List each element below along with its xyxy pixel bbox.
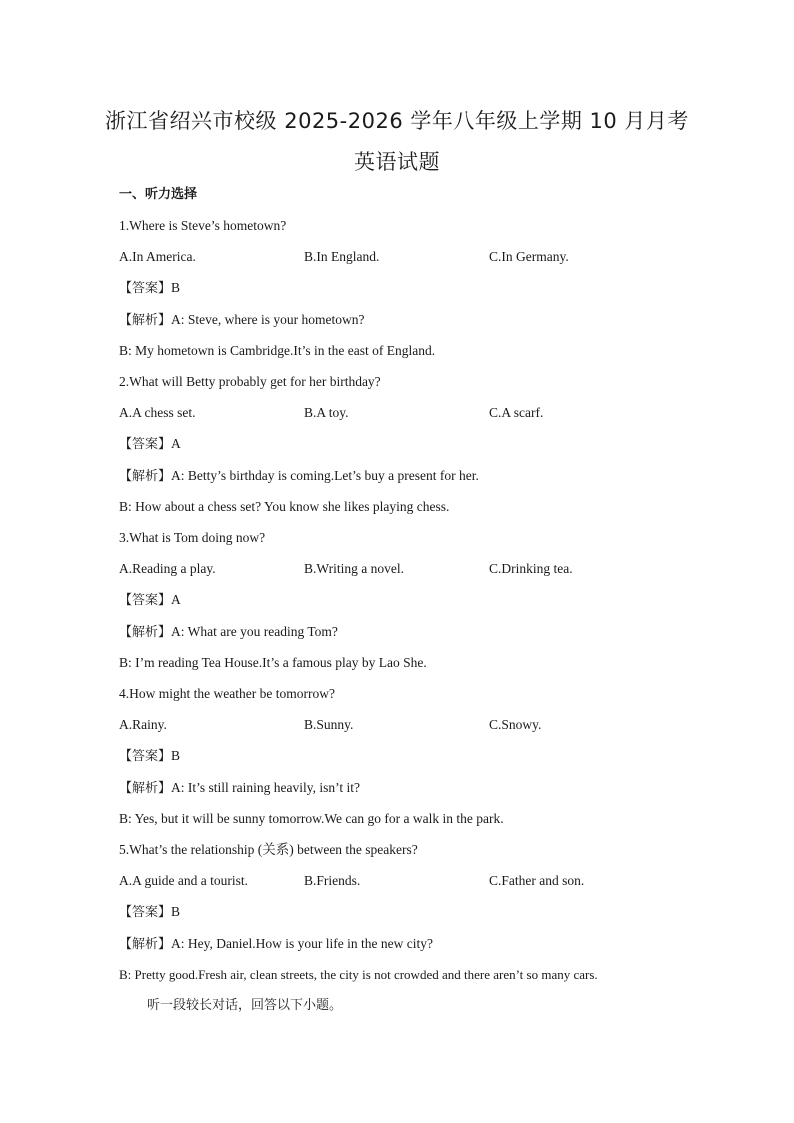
- analysis-line: A: Hey, Daniel.How is your life in the new city?: [171, 936, 433, 951]
- analysis-label: 【解析】: [119, 625, 172, 640]
- page-title: 浙江省绍兴市校级 2025-2026 学年八年级上学期 10 月月考: [105, 109, 689, 133]
- answer-value: B: [171, 904, 181, 919]
- question-2: 2.What will Betty probably get for her birthday?: [119, 374, 381, 389]
- analysis-label: 【解析】: [119, 781, 172, 796]
- analysis-label: 【解析】: [119, 469, 172, 484]
- analysis-label: 【解析】: [119, 937, 172, 952]
- q1-analysis: [119, 311, 364, 330]
- q1-option-a: A.In America.: [119, 249, 196, 264]
- q1-answer: [119, 279, 180, 298]
- q5-analysis: [119, 935, 433, 954]
- listening-instruction: 听一段较长对话，回答以下小题。: [147, 998, 343, 1013]
- answer-label: 【答案】: [119, 905, 172, 920]
- q5-answer: [119, 903, 180, 922]
- section-heading: 一、听力选择: [119, 187, 198, 202]
- q1-option-b: B.In England.: [304, 249, 380, 264]
- answer-label: 【答案】: [119, 437, 172, 452]
- answer-value: A: [171, 436, 181, 451]
- analysis-line: A: What are you reading Tom?: [171, 624, 338, 639]
- analysis-line: A: Betty’s birthday is coming.Let’s buy a present for her.: [171, 468, 479, 483]
- q2-analysis: [119, 467, 479, 486]
- answer-value: A: [171, 592, 181, 607]
- q2-analysis-line2: B: How about a chess set? You know she likes playing chess.: [119, 499, 450, 514]
- q3-answer: [119, 591, 181, 610]
- q4-analysis-line2: B: Yes, but it will be sunny tomorrow.We can go for a walk in the park.: [119, 811, 504, 826]
- q5-option-a: A.A guide and a tourist.: [119, 873, 248, 888]
- answer-label: 【答案】: [119, 749, 172, 764]
- q4-option-b: B.Sunny.: [304, 717, 354, 732]
- answer-value: B: [171, 280, 181, 295]
- q3-analysis: [119, 623, 338, 642]
- q4-option-c: C.Snowy.: [489, 717, 542, 732]
- q3-option-c: C.Drinking tea.: [489, 561, 573, 576]
- q2-answer: [119, 435, 181, 454]
- analysis-line: A: It’s still raining heavily, isn’t it?: [171, 780, 360, 795]
- q1-option-c: C.In Germany.: [489, 249, 569, 264]
- question-5: 5.What’s the relationship (关系) between the speakers?: [119, 842, 418, 857]
- q3-option-a: A.Reading a play.: [119, 561, 216, 576]
- question-1: 1.Where is Steve’s hometown?: [119, 218, 287, 233]
- question-4: 4.How might the weather be tomorrow?: [119, 686, 335, 701]
- q5-option-c: C.Father and son.: [489, 873, 585, 888]
- analysis-label: 【解析】: [119, 313, 172, 328]
- q3-option-b: B.Writing a novel.: [304, 561, 404, 576]
- answer-value: B: [171, 748, 181, 763]
- q2-option-c: C.A scarf.: [489, 405, 544, 420]
- q4-analysis: [119, 779, 360, 798]
- q5-option-b: B.Friends.: [304, 873, 361, 888]
- answer-label: 【答案】: [119, 281, 172, 296]
- analysis-line: A: Steve, where is your hometown?: [171, 312, 365, 327]
- page-subtitle: 英语试题: [354, 150, 440, 174]
- q4-option-a: A.Rainy.: [119, 717, 167, 732]
- q4-answer: [119, 747, 180, 766]
- q2-option-a: A.A chess set.: [119, 405, 196, 420]
- q1-analysis-line2: B: My hometown is Cambridge.It’s in the east of England.: [119, 343, 436, 358]
- q3-analysis-line2: B: I’m reading Tea House.It’s a famous play by Lao She.: [119, 655, 427, 670]
- question-3: 3.What is Tom doing now?: [119, 530, 266, 545]
- q5-analysis-line2: B: Pretty good.Fresh air, clean streets, the city is not crowded and there aren’t so many cars.: [119, 967, 598, 982]
- answer-label: 【答案】: [119, 593, 172, 608]
- q2-option-b: B.A toy.: [304, 405, 349, 420]
